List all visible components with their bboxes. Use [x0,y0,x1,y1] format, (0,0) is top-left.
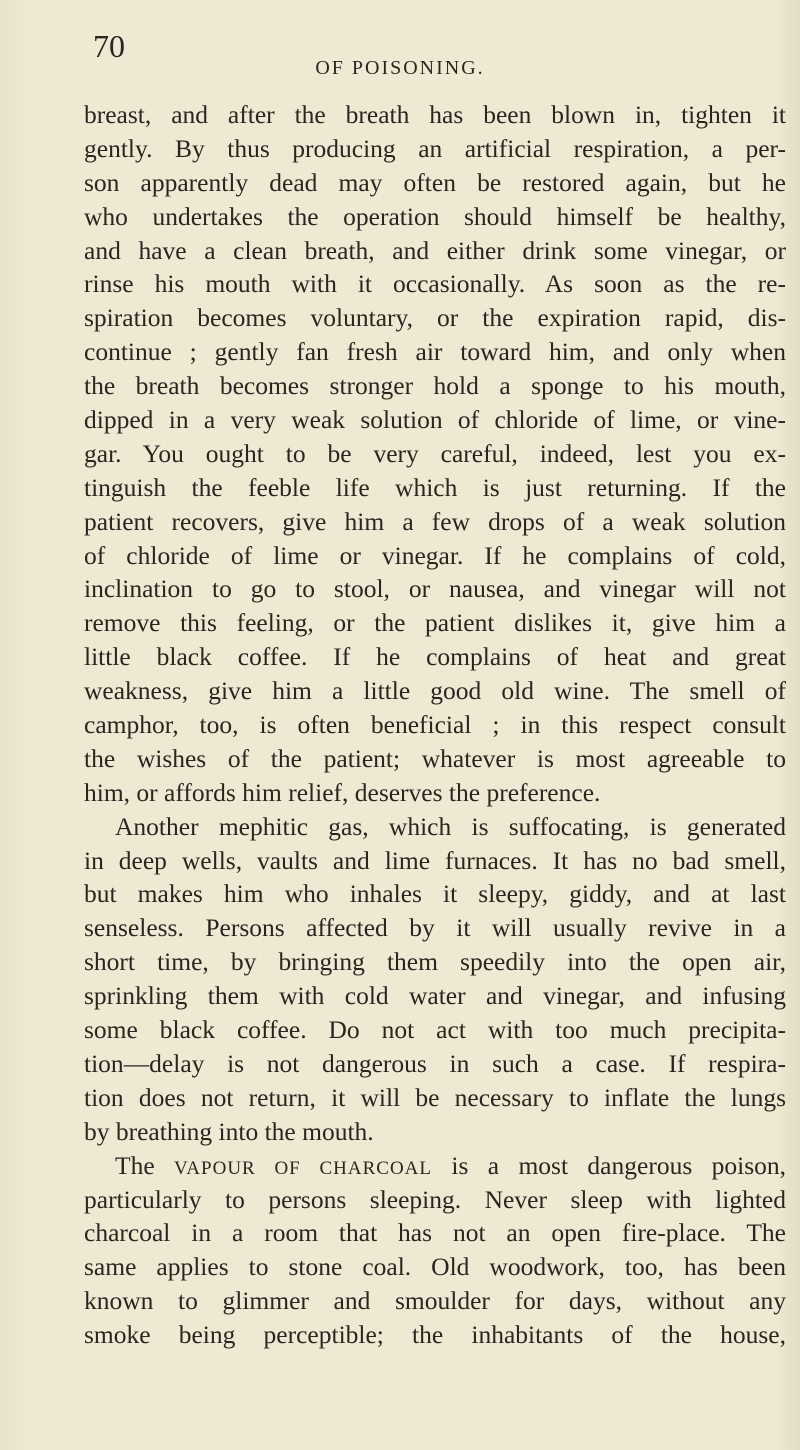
text-line: inclination to go to stool, or nausea, and vinegar will not [84,574,786,604]
text-line: little black coffee. If he complains of heat and great [84,642,786,672]
text-line: dipped in a very weak solution of chloride of lime, or vine- [84,405,786,435]
text-line: the wishes of the patient; whatever is most agreeable to [84,743,786,773]
text-line: tinguish the feeble life which is just returning. If the [84,472,786,502]
text-line: some black coffee. Do not act with too much precipita- [84,1015,786,1045]
text-line: but makes him who inhales it sleepy, giddy, and at last [84,879,786,909]
body-text [84,98,786,1352]
text-line: breast, and after the breath has been blown in, tighten it [84,100,786,129]
text-line: known to glimmer and smoulder for days, without any [84,1286,786,1316]
text-line: spiration becomes voluntary, or the expiration rapid, dis- [84,303,786,333]
paragraph-start-line [84,1149,786,1183]
text-line: who undertakes the operation should himself be healthy, [84,201,786,231]
running-head: OF POISONING. [315,57,485,79]
text-line: camphor, too, is often beneficial ; in this respect consult [84,710,786,740]
text-line: in deep wells, vaults and lime furnaces. It has no bad smell, [84,845,786,875]
text-line: sprinkling them with cold water and vinegar, and infusing [84,981,786,1011]
text-line: the breath becomes stronger hold a sponge to his mouth, [84,371,786,401]
text-line: tion does not return, it will be necessary to inflate the lungs [84,1082,786,1112]
page-number: 70 [93,28,125,64]
text-line: weakness, give him a little good old wine. The smell of [84,676,786,706]
text-line: continue ; gently fan fresh air toward him, and only when [84,337,786,367]
smallcaps-term: VAPOUR OF CHARCOAL [174,1157,433,1179]
text-line: remove this feeling, or the patient dislikes it, give him a [84,608,786,638]
text-line: short time, by bringing them speedily into the open air, [84,947,786,977]
text-line: gently. By thus producing an artificial respiration, a per- [84,133,786,163]
line-lead-text: The [115,1150,175,1180]
line-tail-text: is a most dangerous poison, [432,1150,786,1180]
text-line: and have a clean breath, and either drink some vinegar, or [84,235,786,265]
text-line: patient recovers, give him a few drops of a weak solution [84,506,786,536]
text-line: senseless. Persons affected by it will usually revive in a [84,913,786,943]
text-line: son apparently dead may often be restored again, but he [84,167,786,197]
text-line: same applies to stone coal. Old woodwork, too, has been [84,1252,786,1282]
text-line: of chloride of lime or vinegar. If he complains of cold, [84,540,786,570]
text-line: smoke being perceptible; the inhabitants of the house, [84,1320,786,1350]
text-line: him, or affords him relief, deserves the preference. [84,777,601,807]
text-line: by breathing into the mouth. [84,1116,374,1146]
text-line: gar. You ought to be very careful, indeed, lest you ex- [84,438,786,468]
text-line: rinse his mouth with it occasionally. As soon as the re- [84,269,786,299]
text-line: particularly to persons sleeping. Never sleep with lighted [84,1184,786,1214]
paragraph-start-line: Another mephitic gas, which is suffocating, is generated [115,811,786,841]
text-line: charcoal in a room that has not an open fire-place. The [84,1218,786,1248]
text-line: tion—delay is not dangerous in such a case. If respira- [84,1048,786,1078]
